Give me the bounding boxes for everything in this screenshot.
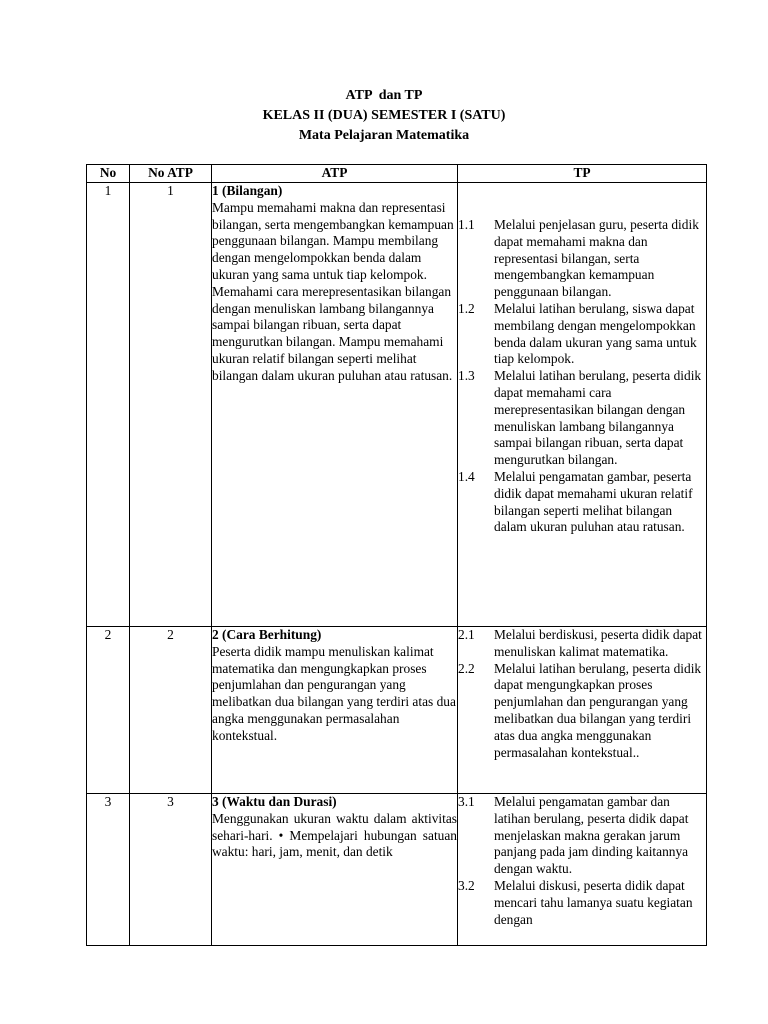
document-header <box>0 86 768 146</box>
column-header-atp: ATP <box>212 165 458 183</box>
tp-text: Melalui pengamatan gambar dan latihan berulang, peserta didik dapat menjelaskan makna gerakan jarum panjang pada jam dinding kaitannya dengan waktu. <box>494 794 689 877</box>
table-row <box>87 794 707 946</box>
tp-text: Melalui penjelasan guru, peserta didik dapat memahami makna dan representasi bilangan, serta mengembangkan kemampuan penggunaan bilangan. <box>494 217 699 300</box>
column-header-no-atp: No ATP <box>130 165 212 183</box>
tp-number: 3.2 <box>458 877 475 893</box>
tp-item <box>458 301 706 368</box>
tp-number: 2.2 <box>458 660 475 676</box>
tp-number: 2.1 <box>458 627 475 642</box>
column-header-no: No <box>87 165 130 183</box>
atp-tp-table <box>86 164 707 946</box>
cell-tp <box>458 794 707 946</box>
table-row <box>87 627 707 794</box>
cell-no: 3 <box>87 794 130 946</box>
tp-text: Melalui berdiskusi, peserta didik dapat menuliskan kalimat matematika. <box>494 627 702 659</box>
tp-number: 1.3 <box>458 368 475 384</box>
tp-item <box>458 627 706 661</box>
atp-description: Mampu memahami makna dan representasi bilangan, serta mengembangkan kemampuan penggunaan bilangan. Mampu membilang dengan mengelompokkan benda dalam ukuran yang sama untuk tiap kelompok. Memahami cara merepresentasikan bilangan dengan menuliskan lambang bilangannya sampai bilangan ribuan, serta dapat mengurutkan bilangan. Mampu memahami ukuran relatif bilangan seperti melihat bilangan dalam ukuran puluhan atau ratusan. <box>212 199 454 383</box>
cell-atp <box>212 183 458 627</box>
cell-no-atp: 1 <box>130 183 212 627</box>
tp-number: 1.2 <box>458 300 475 316</box>
atp-description: Peserta didik mampu menuliskan kalimat matematika dan mengungkapkan proses penjumlahan dan pengurangan yang melibatkan dua bilangan yang terdiri atas dua angka menggunakan permasalahan kontekstual. <box>212 643 456 743</box>
atp-title: 1 (Bilangan) <box>212 183 283 198</box>
tp-text: Melalui latihan berulang, siswa dapat membilang dengan mengelompokkan benda dalam ukuran yang sama untuk tiap kelompok. <box>494 300 697 367</box>
cell-no-atp: 2 <box>130 627 212 794</box>
tp-item <box>458 469 706 536</box>
header-class-semester: KELAS II (DUA) SEMESTER I (SATU) <box>262 108 506 123</box>
tp-number: 1.1 <box>458 217 475 232</box>
header-title: ATP dan TP <box>345 88 423 103</box>
cell-tp <box>458 627 707 794</box>
tp-item <box>458 878 706 928</box>
column-header-tp: TP <box>458 165 707 183</box>
cell-atp <box>212 627 458 794</box>
cell-no: 1 <box>87 183 130 627</box>
cell-atp <box>212 794 458 946</box>
tp-item <box>458 661 706 762</box>
cell-no: 2 <box>87 627 130 794</box>
cell-tp <box>458 183 707 627</box>
tp-text: Melalui latihan berulang, peserta didik dapat mengungkapkan proses penjumlahan dan pengurangan yang melibatkan dua bilangan yang terdiri atas dua angka menggunakan permasalahan kontekstual.. <box>494 660 702 760</box>
tp-text: Melalui diskusi, peserta didik dapat mencari tahu lamanya suatu kegiatan dengan <box>494 877 693 927</box>
atp-title: 2 (Cara Berhitung) <box>212 627 322 642</box>
tp-item <box>458 794 706 878</box>
atp-title: 3 (Waktu dan Durasi) <box>212 794 337 809</box>
atp-description: Menggunakan ukuran waktu dalam aktivitas sehari-hari. • Mempelajari hubungan satuan waktu: hari, jam, menit, dan detik <box>212 810 457 860</box>
tp-number: 3.1 <box>458 794 475 809</box>
tp-text: Melalui latihan berulang, peserta didik dapat memahami cara merepresentasikan bilangan dengan menuliskan lambang bilangannya sampai bilangan ribuan, serta dapat mengurutkan bilangan. <box>494 368 702 468</box>
tp-item <box>458 217 706 301</box>
cell-no-atp: 3 <box>130 794 212 946</box>
tp-number: 1.4 <box>458 468 475 484</box>
tp-text: Melalui pengamatan gambar, peserta didik dapat memahami ukuran relatif bilangan seperti melihat bilangan dalam ukuran puluhan atau ratusan. <box>494 468 693 535</box>
tp-item <box>458 368 706 469</box>
table-row <box>87 183 707 627</box>
table-header-row <box>87 165 707 183</box>
header-subject: Mata Pelajaran Matematika <box>298 128 470 143</box>
